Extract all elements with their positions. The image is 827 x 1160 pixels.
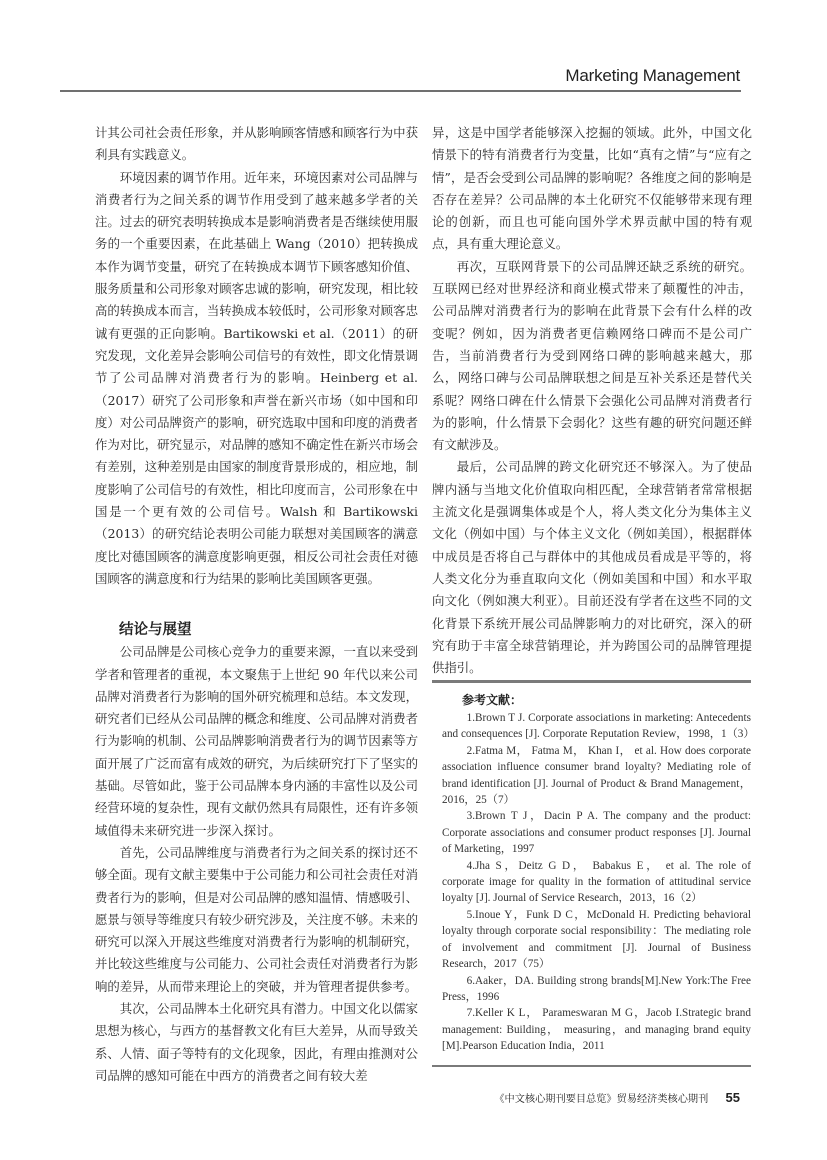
paragraph: 环境因素的调节作用。近年来，环境因素对公司品牌与消费者行为之间关系的调节作用受到了越来越多学者的关注。过去的研究表明转换成本是影响消费者是否继续使用服务的一个重要因素，在此基础上 Wang（2010）把转换成本作为调节变量，研究了在转换成本调节下顾客感知价值、服务质量和公司形象对顾客忠诚的影响，研究发现，相比较高的转换成本而言，当转换成本较低时，公司形象对顾客忠诚有更强的正向影响。Bartikowski et al.（2011）的研究发现，文化差异会影响公司信号的有效性，即文化情景调节了公司品牌对消费者行为的影响。Heinberg et al.（2017）研究了公司形象和声誉在新兴市场（如中国和印度）对公司品牌资产的影响，研究选取中国和印度的消费者作为对比，研究显示，对品牌的感知不确定性在新兴市场会有差别，这种差别是由国家的制度背景形成的，相应地，制度影响了公司信号的有效性，相比印度而言，公司形象在中国是一个更有效的公司信号。Walsh 和 Bartikowski（2013）的研究结论表明公司能力联想对美国顾客的满意度比对德国顾客的满意度影响更强，相反公司社会责任对德国顾客的满意度和行为结果的影响比美国顾客更强。 xyxy=(95,169,418,586)
reference-item: 5.Inoue Y，Funk D C，McDonald H. Predicting behavioral loyalty through corporate social responsibility：The mediating role of involvement and commitment [J]. Journal of Business Research，2017（75） xyxy=(442,908,751,971)
section-heading: 结论与展望 xyxy=(119,622,192,639)
paragraph: 再次，互联网背景下的公司品牌还缺乏系统的研究。互联网已经对世界经济和商业模式带来了颠覆性的冲击，公司品牌对消费者行为的影响在此背景下会有什么样的改变呢？例如，因为消费者更信赖网络口碑而不是公司广告，当前消费者行为受到网络口碑的影响越来越大，那么，网络口碑与公司品牌联想之间是互补关系还是替代关系呢？网络口碑在什么情景下会强化公司品牌对消费者行为的影响，什么情景下会弱化？这些有趣的研究问题还鲜有文献涉及。 xyxy=(432,258,752,453)
reference-item: 6.Aaker，DA. Building strong brands[M].New York:The Free Press，1996 xyxy=(442,974,751,1003)
references-box xyxy=(432,680,755,1067)
paragraph: 其次，公司品牌本土化研究具有潜力。中国文化以儒家思想为核心，与西方的基督教文化有巨大差异，从而导致关系、人情、面子等特有的文化现象，因此，有理由推测对公司品牌的感知可能在中西方的消费者之间有较大差 xyxy=(95,1000,418,1083)
page-footer xyxy=(432,1090,740,1105)
reference-item: 2.Fatma M， Fatma M， Khan I， et al. How does corporate association influence consumer brand loyalty? Mediating role of brand identification [J]. Journal of Product & Brand Management，2016，25（7） xyxy=(442,744,751,807)
reference-item: 7.Keller K L， Parameswaran M G，Jacob I.Strategic brand management: Building， measuring，and managing brand equity [M].Pearson Education India，2011 xyxy=(442,1007,751,1053)
paragraph: 公司品牌是公司核心竞争力的重要来源，一直以来受到学者和管理者的重视，本文聚焦于上世纪 90 年代以来公司品牌对消费者行为影响的国外研究梳理和总结。本文发现，研究者们已经从公司品牌的概念和维度、公司品牌对消费者行为影响的机制、公司品牌影响消费者行为的调节因素等方面开展了广泛而富有成效的研究，为后续研究打下了坚实的基础。尽管如此，鉴于公司品牌本身内涵的丰富性以及公司经营环境的复杂性，现有文献仍然具有局限性，还有许多领域值得未来研究进一步深入探讨。 xyxy=(95,644,418,838)
references-title: 参考文献： xyxy=(462,693,523,707)
reference-item: 4.Jha S，Deitz G D， Babakus E， et al. The role of corporate image for quality in the formation of attitudinal service loyalty [J]. Journal of Service Research，2013，16（2） xyxy=(442,859,751,905)
reference-item: 1.Brown T J. Corporate associations in marketing: Antecedents and consequences [J]. Corporate Reputation Review，1998，1（3） xyxy=(442,712,755,741)
paragraph: 最后，公司品牌的跨文化研究还不够深入。为了使品牌内涵与当地文化价值取向相匹配，全球营销者常常根据主流文化是强调集体或是个人，将人类文化分为集体主义文化（例如中国）与个体主义文化（例如美国），根据群体中成员是否将自己与群体中的其他成员看成是平等的，将人类文化分为垂直取向文化（例如美国和中国）和水平取向文化（例如澳大利亚）。目前还没有学者在这些不同的文化背景下系统开展公司品牌影响力的对比研究，深入的研究有助于丰富全球营销理论，并为跨国公司的品牌管理提供指引。 xyxy=(432,459,752,676)
page-number: 55 xyxy=(725,1090,740,1105)
paragraph: 异，这是中国学者能够深入挖掘的领域。此外，中国文化情景下的特有消费者行为变量，比如“真有之情”与“应有之情”，是否会受到公司品牌的影响呢？各维度之间的影响是否存在差异？公司品牌的本土化研究不仅能够带来现有理论的创新，而且也可能向国外学术界贡献中国的特有观点，具有重大理论意义。 xyxy=(432,125,752,252)
right-column xyxy=(432,122,752,679)
reference-item: 3.Brown T J，Dacin P A. The company and the product: Corporate associations and consumer product responses [J]. Journal of Marketing，1997 xyxy=(442,810,751,856)
header-rule xyxy=(60,90,741,92)
paragraph: 首先，公司品牌维度与消费者行为之间关系的探讨还不够全面。现有文献主要集中于公司能力和公司社会责任对消费者行为的影响，但是对公司品牌的感知温情、情感吸引、愿景与领导等维度只有较少研究涉及，关注度不够。未来的研究可以深入开展这些维度对消费者行为影响的机制研究，并比较这些维度与公司能力、公司社会责任对消费者行为影响的差异，从而带来理论上的突破，并为管理者提供参考。 xyxy=(95,844,418,994)
footer-journal-note: 《中文核心期刊要目总览》贸易经济类核心期刊 xyxy=(494,1094,709,1105)
paragraph: 计其公司社会责任形象，并从影响顾客情感和顾客行为中获利具有实践意义。 xyxy=(95,125,418,163)
running-header-title: Marketing Management xyxy=(565,66,740,85)
left-column xyxy=(95,122,418,1087)
references-list xyxy=(442,710,755,1055)
